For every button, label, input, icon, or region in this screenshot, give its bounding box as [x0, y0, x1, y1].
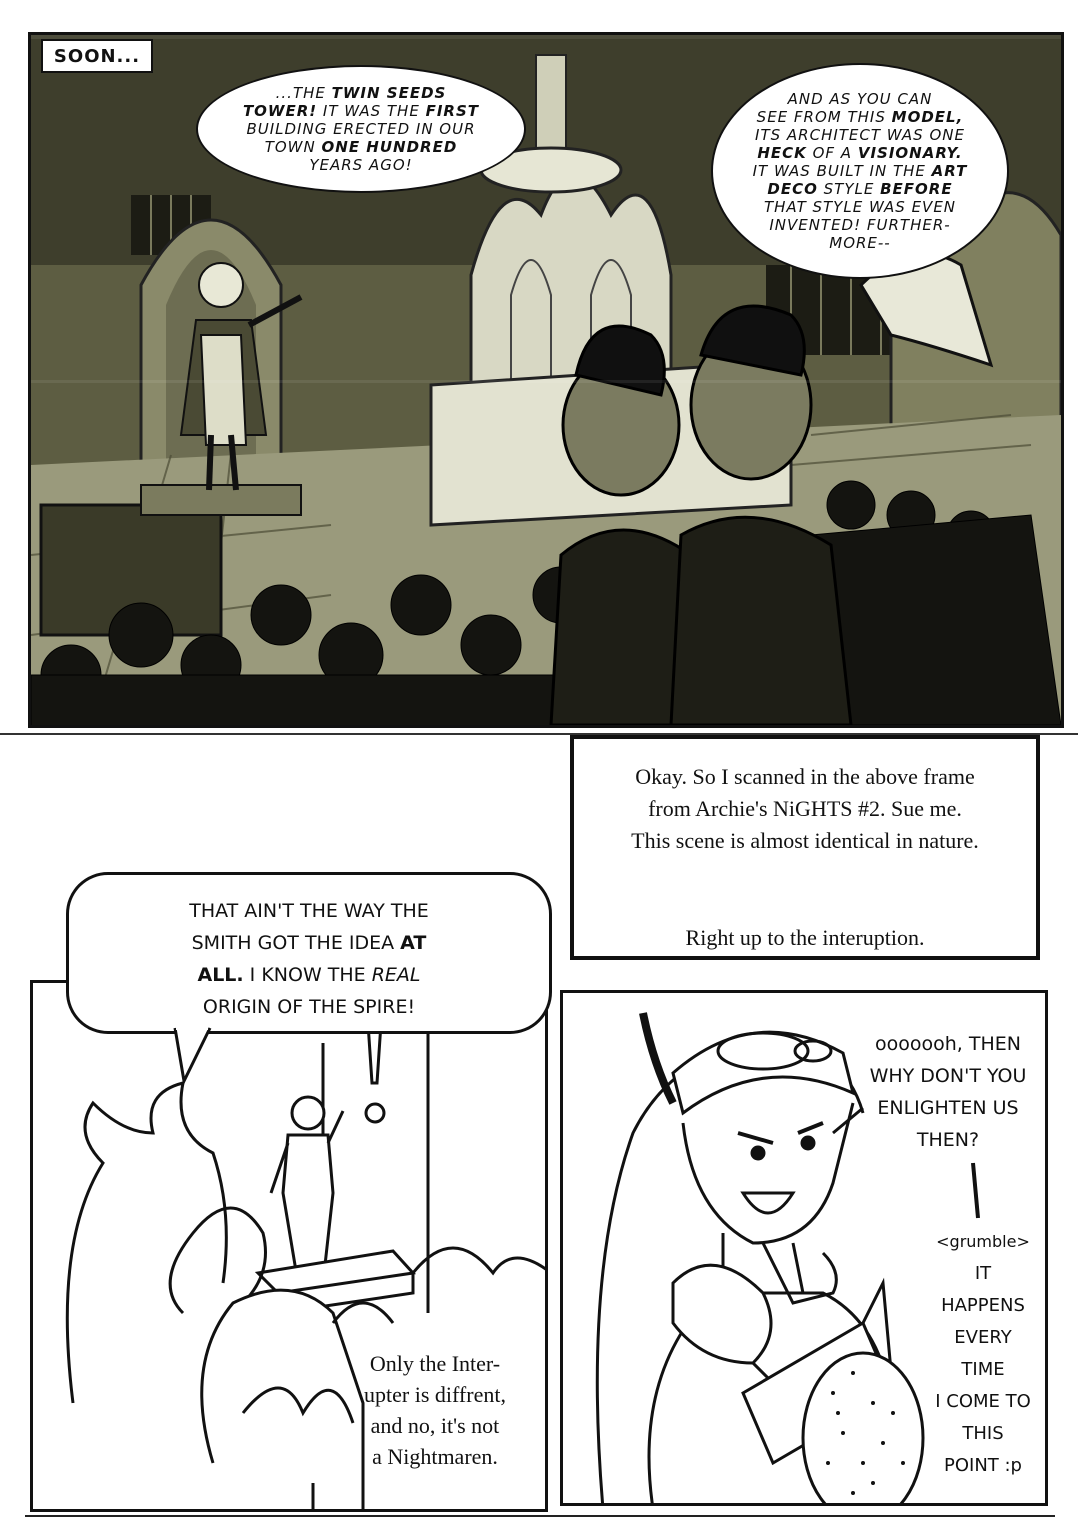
narration-line: This scene is almost identical in nature.	[631, 828, 979, 853]
speech-line	[69, 927, 549, 959]
balloon-text-bold: FIRST	[425, 102, 480, 120]
narration-line: Only the Inter-	[369, 1351, 501, 1376]
speech-tail	[170, 1026, 220, 1086]
tour-guide-reply	[848, 1028, 1048, 1156]
grumble-mutter	[918, 1226, 1048, 1482]
tour-guide-balloon-right	[711, 63, 1009, 279]
balloon-text-bold: ART	[931, 162, 968, 180]
balloon-text: ITS ARCHITECT WAS ONE	[755, 126, 965, 144]
balloon-text: INVENTED! FURTHER-	[769, 216, 951, 234]
speech-line	[69, 959, 549, 991]
grumble-line: POINT :p	[943, 1455, 1022, 1476]
reply-line: ooooooh, THEN	[875, 1033, 1021, 1055]
balloon-text: BUILDING ERECTED IN OUR	[246, 120, 476, 138]
author-narration-box	[570, 735, 1040, 960]
speech-text-bold: AT	[400, 932, 427, 954]
balloon-text-bold: HECK	[757, 144, 807, 162]
speech-text-italic: REAL	[371, 964, 421, 986]
interrupter-speech-balloon	[66, 872, 552, 1034]
balloon-text: THAT STYLE WAS EVEN	[763, 198, 957, 216]
grumble-line: EVERY	[954, 1327, 1012, 1348]
balloon-text: MORE--	[829, 234, 891, 252]
narration-line: from Archie's NiGHTS #2. Sue me.	[648, 796, 962, 821]
spacer	[574, 857, 1036, 922]
reply-line: ENLIGHTEN US	[877, 1097, 1019, 1119]
balloon-text: SEE FROM THIS	[756, 108, 886, 126]
balloon-text-bold: BEFORE	[880, 180, 953, 198]
tour-guide-balloon-left	[196, 65, 526, 193]
balloon-text-bold: VISIONARY.	[857, 144, 963, 162]
balloon-text: OF A	[812, 144, 853, 162]
balloon-text-bold: ONE HUNDRED	[321, 138, 458, 156]
grumble-line: THIS	[962, 1423, 1004, 1444]
speech-line: THAT AIN'T THE WAY THE	[189, 900, 429, 922]
reply-line: THEN?	[916, 1129, 980, 1151]
narration-line: a Nightmaren.	[372, 1444, 498, 1469]
balloon-text-bold: DECO	[767, 180, 818, 198]
speech-line: ORIGIN OF THE SPIRE!	[202, 996, 416, 1018]
grumble-line: I COME TO	[935, 1391, 1031, 1412]
balloon-text: IT WAS THE	[322, 102, 420, 120]
balloon-text-bold: MODEL,	[891, 108, 964, 126]
balloon-text: STYLE	[823, 180, 875, 198]
time-caption: SOON...	[41, 39, 153, 73]
narration-line: upter is diffrent,	[364, 1382, 506, 1407]
grumble-line: HAPPENS	[941, 1295, 1025, 1316]
speech-text: SMITH GOT THE IDEA	[191, 932, 395, 954]
balloon-text: IT WAS BUILT IN THE	[752, 162, 926, 180]
balloon-text-bold: TOWER!	[242, 102, 318, 120]
grumble-tag: <grumble>	[936, 1232, 1030, 1251]
balloon-text: YEARS AGO!	[309, 156, 413, 174]
narration-line: and no, it's not	[370, 1413, 500, 1438]
balloon-text: AND AS YOU CAN	[787, 90, 933, 108]
grumble-line: TIME	[961, 1359, 1005, 1380]
balloon-text: TOWN	[264, 138, 316, 156]
narration-note	[340, 1348, 530, 1472]
speech-text-bold: ALL.	[197, 964, 244, 986]
scanned-comic-panel	[28, 32, 1064, 728]
page-bottom-border	[25, 1515, 1055, 1517]
reply-line: WHY DON'T YOU	[869, 1065, 1027, 1087]
balloon-text: ...THE	[275, 84, 326, 102]
narration-line: Okay. So I scanned in the above frame	[635, 764, 975, 789]
narration-line: Right up to the interuption.	[685, 925, 925, 950]
balloon-text-bold: TWIN SEEDS	[331, 84, 447, 102]
speech-text: I KNOW THE	[249, 964, 366, 986]
grumble-line: IT	[974, 1263, 992, 1284]
